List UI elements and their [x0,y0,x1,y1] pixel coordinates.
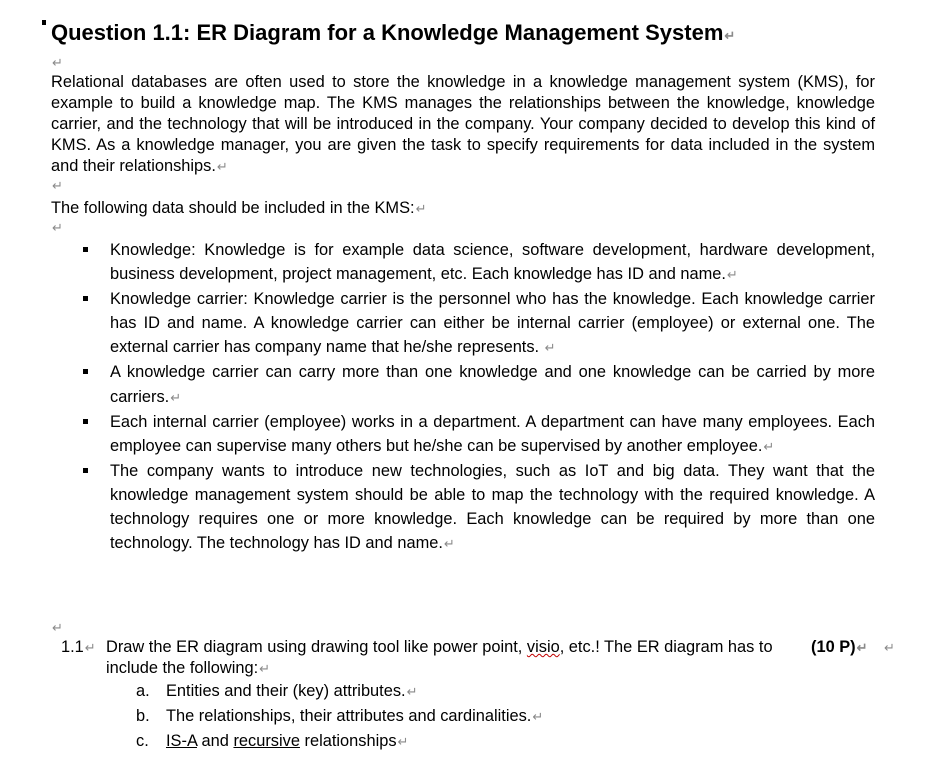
list-item-text: Each internal carrier (employee) works in a department. A department can have many employees. Each employee can supervise many others but he/she can be supervised by another employee. [110,412,875,455]
empty-paragraph [51,620,63,636]
bullet-square-icon [83,468,88,473]
return-mark: ↵ [406,684,418,699]
underlined-term: recursive [233,732,300,750]
intro-paragraph [51,72,875,178]
list-item-text: The relationships, their attributes and cardinalities. [166,707,532,725]
intro-text: Relational databases are often used to store the knowledge in a knowledge management system (KMS), for example to build a knowledge map. The KMS manages the relationships between the knowledge, knowledge carrier, and the technology that will be introduced in the company. Your company decided to develop this kind of KMS. As a knowledge manager, you are given the task to specify requirements for data included in the system and their relationships. [51,73,875,175]
empty-paragraph [51,220,63,236]
spellcheck-word: visio [526,638,560,656]
list-item [51,238,875,287]
list-letter: c. [136,732,149,750]
tab-mark: ↵ [84,640,96,655]
task-text-part: Draw the ER diagram using drawing tool like power point, [106,638,527,656]
task-subitems [136,679,543,754]
return-mark: ↵ [724,28,736,43]
return-mark: ↵ [170,389,182,405]
paragraph-marker [42,20,46,25]
return-mark: ↵ [259,661,271,676]
list-item-text: Knowledge: Knowledge is for example data science, software development, hardware development, business development, project management, etc. Each knowledge has ID and name. [110,241,875,284]
bullet-square-icon [83,419,88,424]
return-mark: ↵ [763,438,775,454]
task-number [61,637,96,658]
return-mark: ↵ [884,640,895,655]
list-item [136,679,543,704]
empty-paragraph [51,178,63,194]
return-mark: ↵ [544,340,556,356]
bullet-square-icon [83,369,88,374]
return-mark: ↵ [726,267,738,283]
list-letter: a. [136,682,150,700]
list-item [51,360,875,409]
underlined-term: IS-A [166,732,197,750]
list-item [51,410,875,459]
list-item-text: and [196,732,234,750]
return-mark: ↵ [52,55,63,70]
list-item-text: Knowledge carrier: Knowledge carrier is the personnel who has the knowledge. Each knowledge carrier has ID and name. A knowledge carrier can either be internal carrier (employee) or external one. The external carrier has company name that he/she represents. [110,290,875,357]
question-title [51,17,735,52]
bullet-square-icon [83,296,88,301]
return-mark: ↵ [856,640,868,655]
return-mark: ↵ [415,201,427,216]
list-item-text: The company wants to introduce new technologies, such as IoT and big data. They want that the knowledge management system should be able to map the technology with the required knowledge. A technology requires one or more knowledge. Each knowledge can be required by more than one technology. The technology has ID and name. [110,461,875,553]
list-item [51,287,875,360]
return-mark: ↵ [532,709,544,724]
list-item [51,459,875,556]
return-mark: ↵ [52,620,63,635]
list-item [136,729,543,754]
intro2-text: The following data should be included in the KMS: [51,199,415,217]
return-mark: ↵ [52,178,63,193]
task-number-text: 1.1 [61,638,84,656]
list-item [136,704,543,729]
task-text-part: , etc.! The ER diagram has to include the following: [106,638,773,677]
requirements-list [51,238,875,556]
list-item-text: A knowledge carrier can carry more than one knowledge and one knowledge can be carried by more carriers. [110,363,875,406]
return-mark: ↵ [443,536,455,552]
points-label [811,637,868,658]
list-item-text: Entities and their (key) attributes. [166,682,406,700]
title-text: Question 1.1: ER Diagram for a Knowledge Management System [51,20,724,45]
list-letter: b. [136,707,150,725]
empty-paragraph [51,55,63,71]
list-item-text: relationships [299,732,397,750]
bullet-square-icon [83,247,88,252]
data-requirements-heading [51,198,875,220]
return-mark: ↵ [52,220,63,235]
task-text [106,637,806,679]
return-mark: ↵ [397,734,409,749]
points-text: (10 P) [811,638,856,656]
return-mark: ↵ [216,158,228,174]
